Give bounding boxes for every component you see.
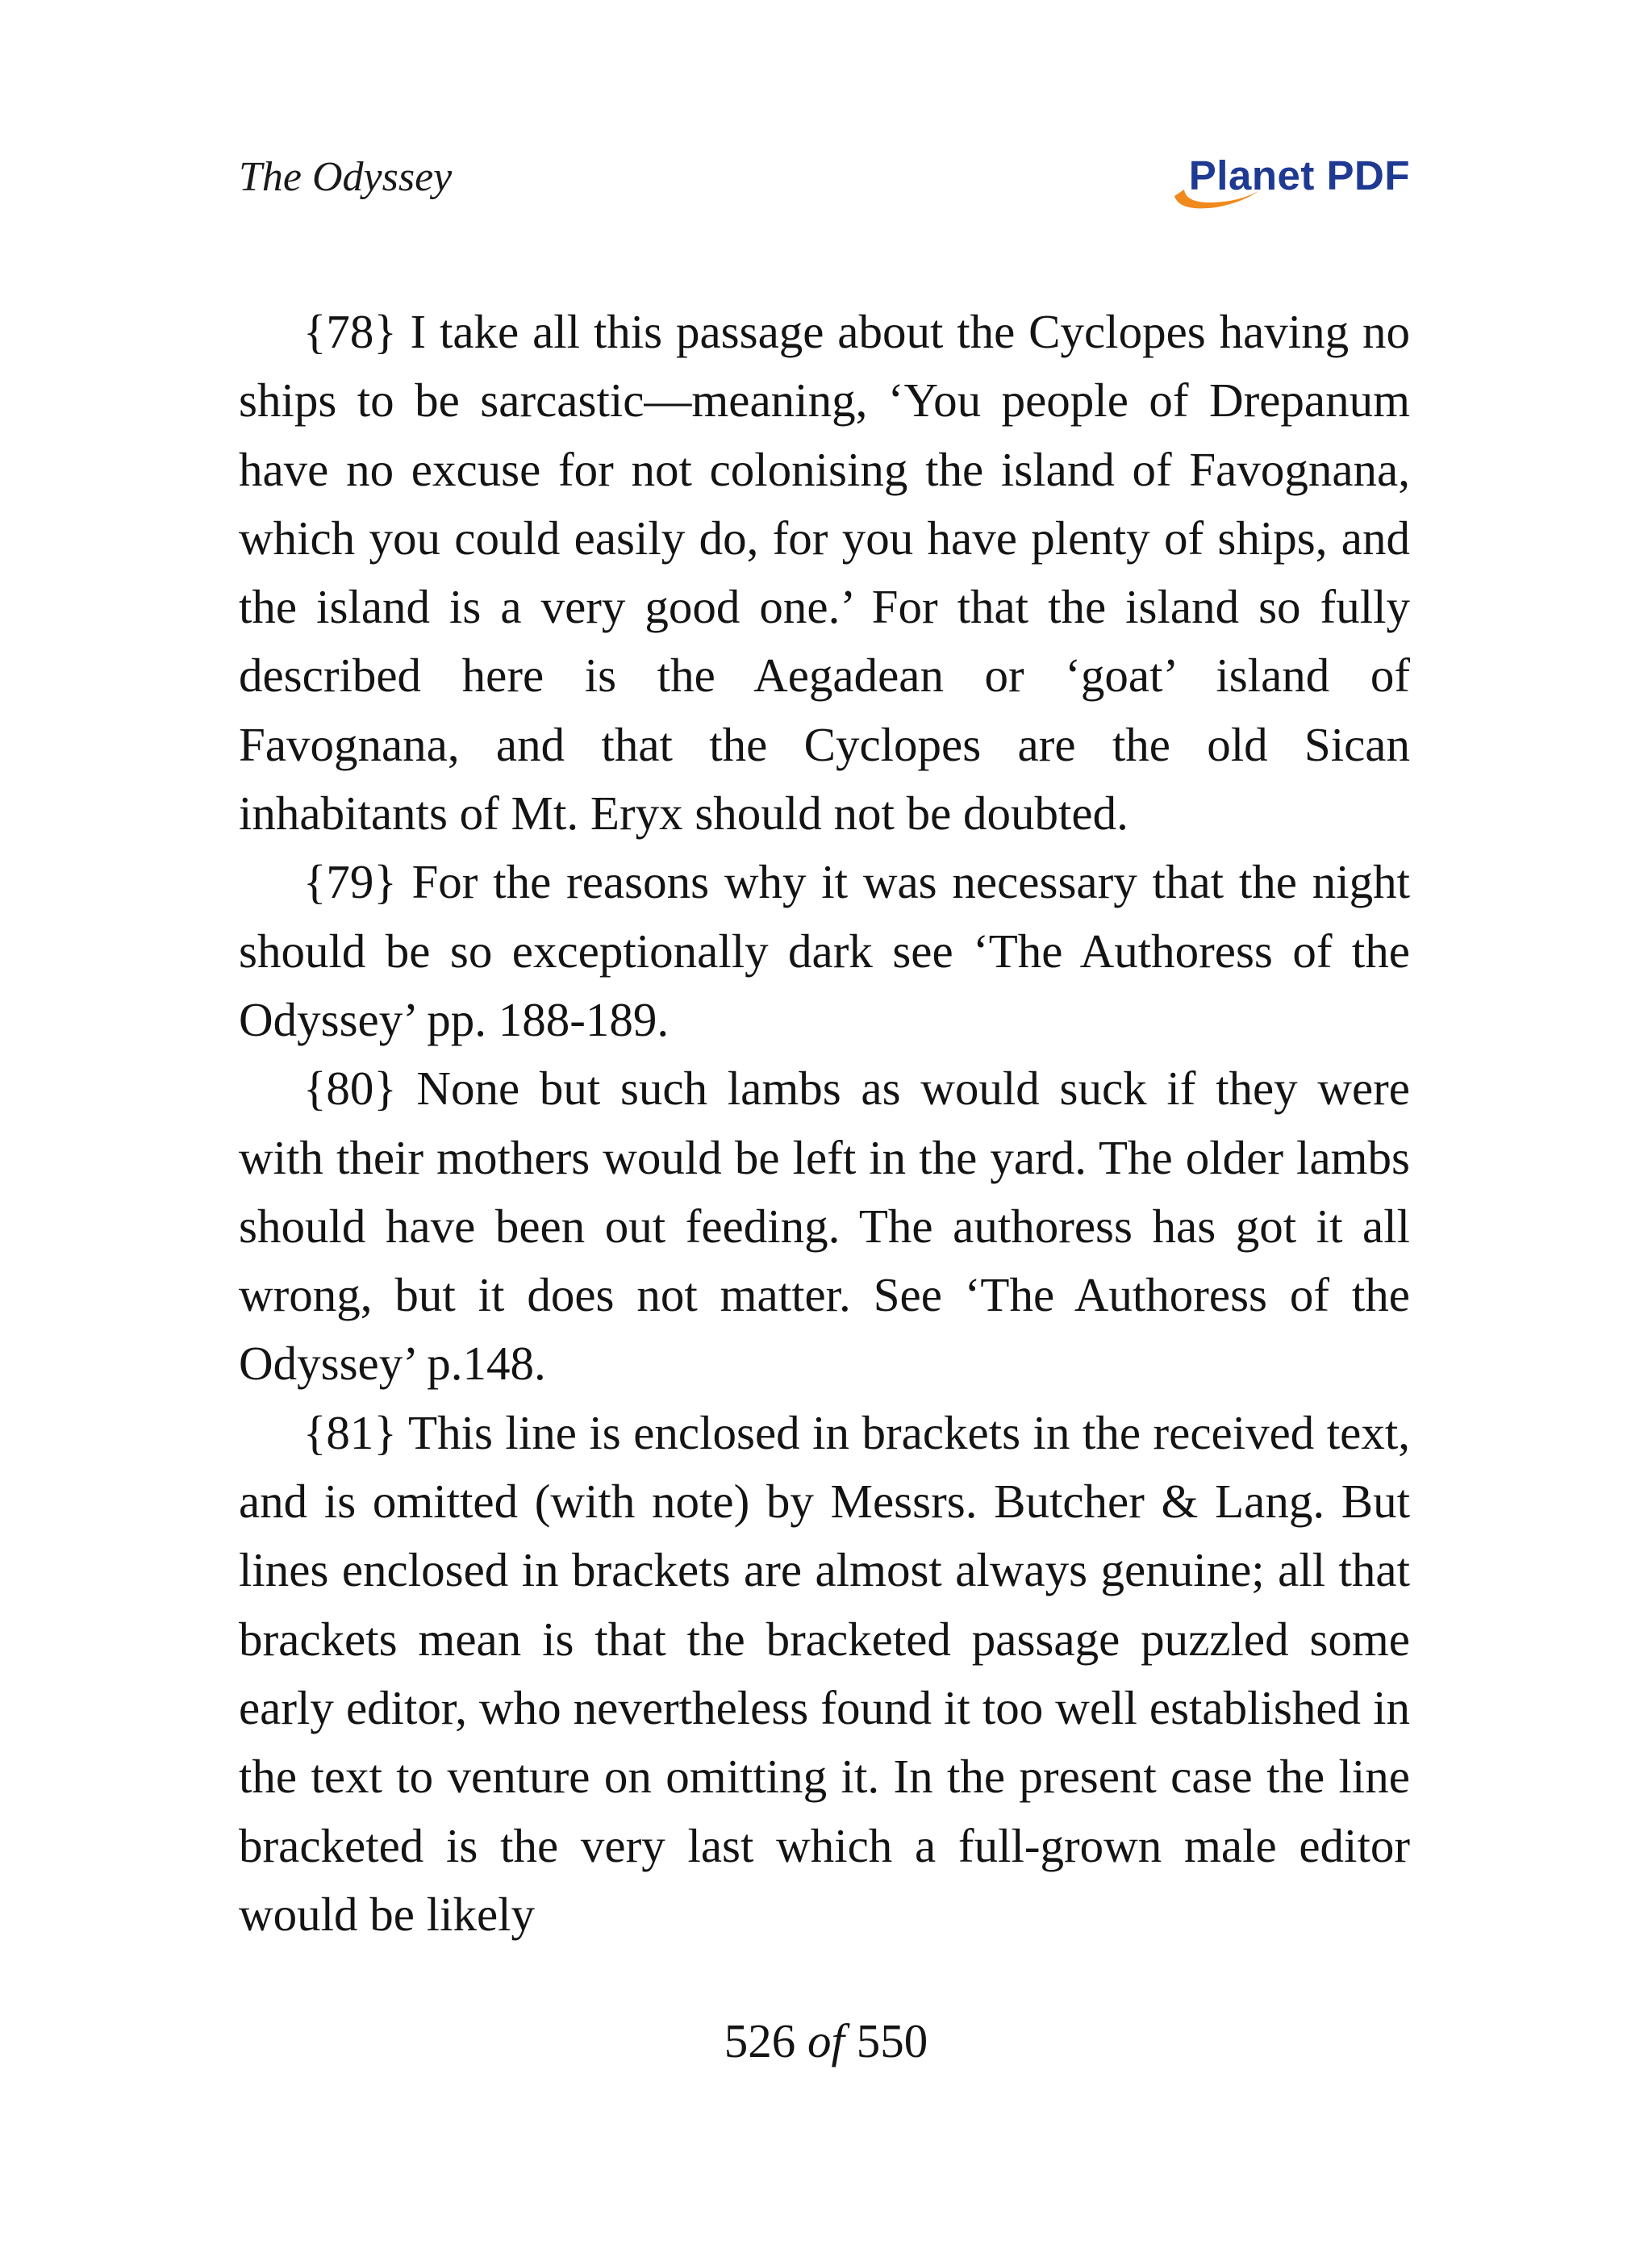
page-of-label: of (807, 2014, 845, 2067)
note-80: {80} None but such lambs as would suck if they were with their mothers would be left in the yard. The older lambs should have been out feeding. The authoress has got it all wrong, but it does not matter. See ‘The Authoress of the Odyssey’ p.148. (239, 1062, 1410, 1391)
page-header (239, 149, 1410, 222)
current-page: 526 (724, 2014, 796, 2067)
note-78: {78} I take all this passage about the Cyclopes having no ships to be sarcastic—meaning, ‘You people of Drepanum have no excuse for not colonising the island of Favognana, which you could easily do, for you have plenty of ships, and the island is a very good one.’ For that the island so fully described here is the Aegadean or ‘goat’ island of Favognana, and that the Cyclopes are the old Sican inhabitants of Mt. Eryx should not be doubted. (239, 305, 1410, 841)
note-79: {79} For the reasons why it was necessary that the night should be so exceptionally dark see ‘The Authoress of the Odyssey’ pp. 188-189. (239, 855, 1410, 1046)
logo-text: Planet PDF (1188, 152, 1410, 198)
planet-pdf-logo (1168, 149, 1410, 222)
page-number (0, 2009, 1652, 2073)
book-title: The Odyssey (239, 154, 453, 200)
total-pages: 550 (856, 2014, 928, 2067)
note-81: {81} This line is enclosed in brackets in the received text, and is omitted (with note) by Messrs. Butcher & Lang. But lines enclosed in brackets are almost always genuine; all that brackets mean is that the bracketed passage puzzled some early editor, who nevertheless found it too well established in the text to venture on omitting it. In the present case the line bracketed is the very last which a full-grown male editor would be likely (239, 1405, 1410, 1941)
notes-body (239, 298, 1410, 1949)
